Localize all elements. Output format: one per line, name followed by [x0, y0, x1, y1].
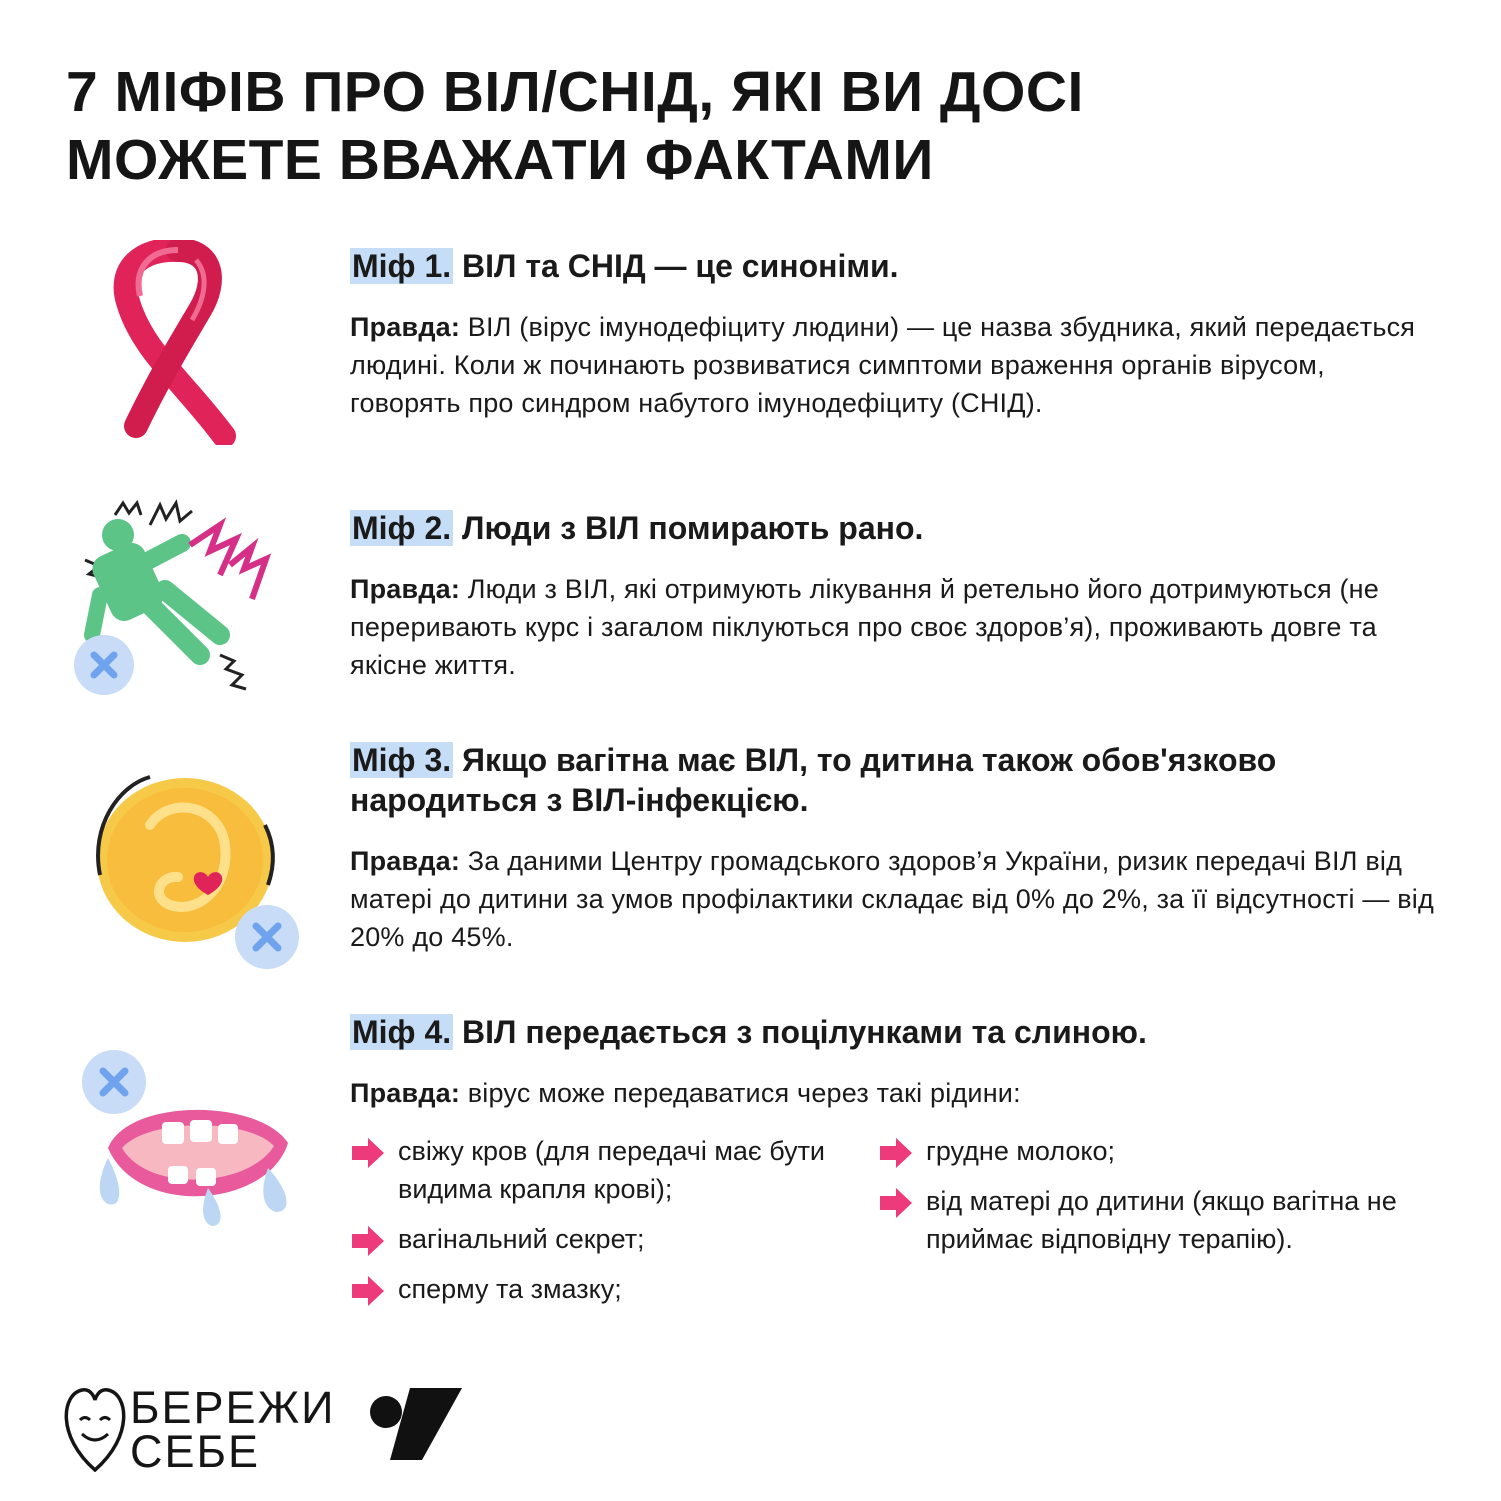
embryo-icon	[90, 765, 305, 975]
title-line-2: МОЖЕТЕ ВВАЖАТИ ФАКТАМИ	[66, 128, 934, 192]
myth-2-heading	[350, 508, 1440, 548]
myth-4-truth-label: Правда:	[350, 1078, 461, 1108]
arrow-right-icon	[878, 1136, 914, 1170]
myth-2-statement: Люди з ВІЛ помирають рано.	[453, 510, 924, 546]
myth-1-truth-label: Правда:	[350, 312, 461, 342]
myth-2-truth	[350, 570, 1440, 684]
myth-1-statement: ВІЛ та СНІД — це синоніми.	[453, 248, 899, 284]
arrow-right-icon	[350, 1136, 386, 1170]
myth-3-truth-label: Правда:	[350, 846, 461, 876]
list-item-text: грудне молоко;	[926, 1136, 1116, 1166]
myth-2-tag: Міф 2.	[352, 510, 452, 546]
heart-smile-logo-icon	[64, 1386, 126, 1472]
myth-4-truth	[350, 1074, 1440, 1112]
myth-1	[350, 246, 1440, 422]
mouth-icon	[78, 1048, 308, 1238]
list-item	[350, 1220, 870, 1258]
fluids-list-left	[350, 1132, 870, 1320]
myth-3	[350, 740, 1440, 956]
list-item	[350, 1132, 870, 1208]
myth-4-statement: ВІЛ передається з поцілунками та слиною.	[453, 1014, 1147, 1050]
list-item-text: свіжу кров (для передачі має бути видима крапля крові);	[398, 1136, 826, 1204]
list-item-text: вагінальний секрет;	[398, 1224, 645, 1254]
myth-4-tag: Міф 4.	[352, 1014, 452, 1050]
awareness-ribbon-icon	[100, 240, 260, 445]
arrow-right-icon	[878, 1186, 914, 1220]
sick-person-icon	[70, 485, 290, 715]
list-item	[878, 1182, 1438, 1258]
logo-line-2: СЕБЕ	[130, 1426, 261, 1477]
partner-logo-icon	[370, 1388, 462, 1460]
title-line-1: 7 МІФІВ ПРО ВІЛ/СНІД, ЯКІ ВИ ДОСІ	[66, 60, 1084, 124]
myth-2-truth-text: Люди з ВІЛ, які отримують лікування й ретельно його дотримуються (не переривають курс і загалом піклуються про своє здоров’я), проживають довге та якісне життя.	[350, 574, 1379, 680]
myth-2-truth-label: Правда:	[350, 574, 461, 604]
myth-1-tag: Міф 1.	[352, 248, 452, 284]
list-item-text: від матері до дитини (якщо вагітна не приймає відповідну терапію).	[926, 1186, 1397, 1254]
myth-1-truth-text: ВІЛ (вірус імунодефіциту людини) — це назва збудника, який передається людині. Коли ж починають розвиватися симптоми враження органів вірусом, говорять про синдром набутого імунодефіциту (СНІД).	[350, 312, 1416, 418]
myth-4-truth-text: вірус може передаватися через такі рідини:	[460, 1078, 1021, 1108]
list-item	[350, 1270, 870, 1308]
myth-4-heading	[350, 1012, 1440, 1052]
arrow-right-icon	[350, 1274, 386, 1308]
arrow-right-icon	[350, 1224, 386, 1258]
logo-line-1: БЕРЕЖИ	[130, 1382, 336, 1433]
myth-3-statement: Якщо вагітна має ВІЛ, то дитина також обов'язково народиться з ВІЛ-інфекцією.	[350, 742, 1277, 818]
fluids-list-right	[878, 1132, 1438, 1270]
myth-3-truth-text: За даними Центру громадського здоров’я України, ризик передачі ВІЛ від матері до дитини за умов профілактики складає від 0% до 2%, за її відсутності — від 20% до 45%.	[350, 846, 1434, 952]
myth-3-truth	[350, 842, 1440, 956]
myth-4	[350, 1012, 1440, 1112]
page-title	[66, 58, 1446, 194]
myth-3-heading	[350, 740, 1440, 820]
list-item	[878, 1132, 1438, 1170]
myth-3-tag: Міф 3.	[352, 742, 452, 778]
myth-1-heading	[350, 246, 1440, 286]
list-item-text: сперму та змазку;	[398, 1274, 622, 1304]
myth-1-truth	[350, 308, 1440, 422]
brand-logo-text	[130, 1382, 336, 1477]
myth-2	[350, 508, 1440, 684]
